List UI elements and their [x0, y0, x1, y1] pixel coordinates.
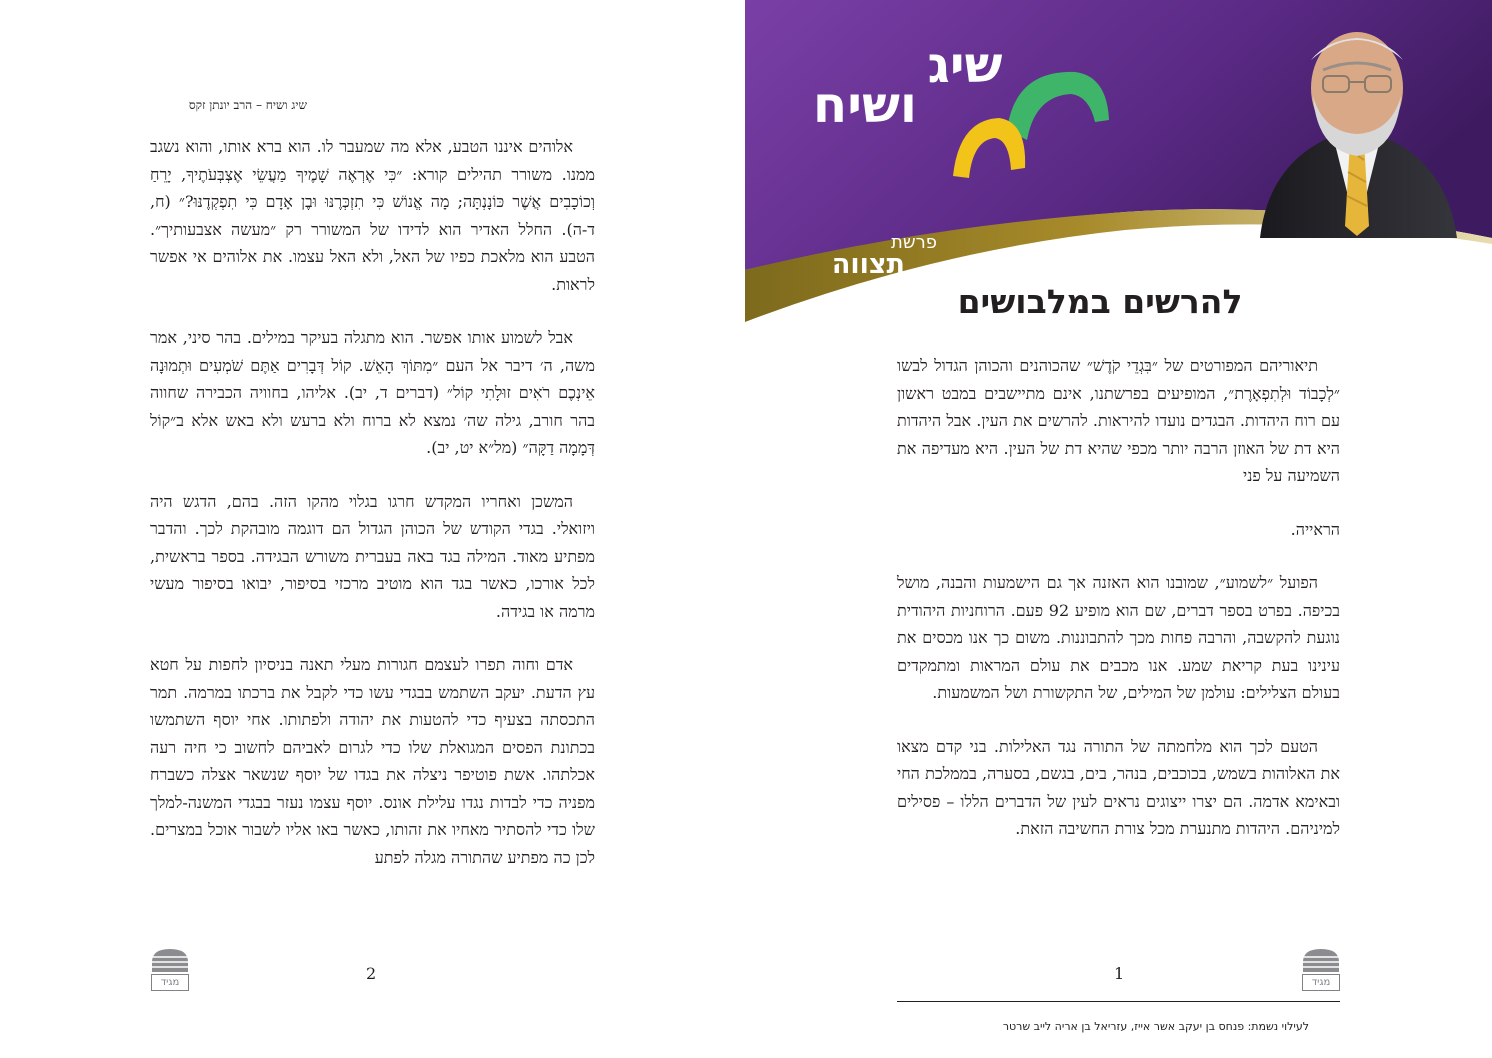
publisher-logo: [151, 948, 189, 990]
publisher-logo: [1302, 948, 1340, 990]
article-title: להרשים במלבושים: [957, 282, 1243, 321]
page-number: 1: [1114, 964, 1125, 983]
running-head: שיג ושיח – הרב יונתן זקס: [188, 98, 307, 112]
left-page: [0, 0, 745, 1058]
series-title-top: שיג: [927, 36, 1003, 94]
series-title-bottom: ושיח: [812, 76, 918, 134]
footer-rule: [897, 1001, 1340, 1002]
paragraph: המשכן ואחריו המקדש חרגו בגלוי מהקו הזה. בהם, הדגש היה ויזואלי. בגדי הקודש של הכוהן הגדול הם דוגמה מובהקת לכך. והדבר מפתיע מאוד. המילה בגד באה בעברית משורש הבגידה. בספר בראשית, לכל אורכו, כאשר בגד הוא מוטיב מרכזי בסיפור, יבואו בסיפור מעשי מרמה או בגידה.: [150, 491, 595, 621]
right-page: [745, 0, 1492, 1058]
paragraph: אלוהים איננו הטבע, אלא מה שמעבר לו. הוא ברא אותו, והוא נשגב ממנו. משורר תהילים קורא: ״כִּי אֶרְאֶה שָׁמֶיךָ מַעֲשֵׂי אֶצְבְּעֹתֶיךָ, יָרֵחַ וְכוֹכָבִים אֲשֶׁר כּוֹנָנְתָּה; מָה אֱנוֹשׁ כִּי תִזְכְּרֶנּוּ וּבֶן אָדָם כִּי תִפְקְדֶנּוּ?״ (ח, ד-ה). החלל האדיר הוא לדידו של המשורר רק ״מעשה אצבעותיך״. הטבע הוא מלאכת כפיו של האל, ולא האל עצמו. את אלוהים אי אפשר לראות.: [150, 137, 595, 294]
paragraph: אדם וחוה תפרו לעצמם חגורות מעלי תאנה בניסיון לחפות על חטא עץ הדעת. יעקב השתמש בבגדי עשו כדי לקבל את ברכתו במרמה. תמר התכסתה בצעיף כדי להטעות את יהודה ולפתותו. אחי יוסף השתמשו בכתונת הפסים המגואלת שלו כדי לגרום לאביהם לחשוב כי חיה רעה אכלתהו. אשת פוטיפר ניצלה את בגדו של יוסף שנשאר אצלה כשברח מפניה כדי לבדות נגדו עלילת אונס. יוסף עצמו נעזר בבגדי המשנה-למלך שלו כדי להסתיר מאחיו את זהותו, כאשר באו אליו לשבור אוכל במצרים. לכן כה מפתיע שהתורה מגלה לפתע: [150, 655, 595, 867]
parasha-label: פרשת: [891, 232, 937, 253]
dome-icon: [151, 948, 189, 972]
dedication: לעילוי נשמת: פנחס בן יעקב אשר אייז, עזריאל בן אריה לייב שרטר: [1002, 1020, 1309, 1033]
paragraph: הטעם לכך הוא מלחמתה של התורה נגד האלילות. בני קדם מצאו את האלוהות בשמש, בכוכבים, בנהר, בים, בגשם, בסערה, בממלכת החי ובאימא אדמה. הם יצרו ייצוגים נראים לעין של הדברים הללו – פסילים למיניהם. היהדות מתנערת מכל צורת החשיבה הזאת.: [897, 736, 1340, 838]
paragraph: תיאוריהם המפורטים של ״בִּגְדֵי קֹדֶשׁ״ שהכוהנים והכוהן הגדול לבשו ״לְכָבוֹד וּלְתִפְאָרֶת״, המופיעים בפרשתנו, אינם מתיישבים במבט ראשון עם רוח היהדות. הבגדים נועדו להיראות. להרשים את העין. אבל היהדות היא דת של האוזן הרבה יותר מכפי שהיא דת של העין. היא מעדיפה את השמיעה על פני: [897, 356, 1340, 485]
paragraph: הראייה.: [1290, 519, 1340, 539]
right-body-text: [897, 352, 1340, 843]
publisher-logo-text: מגיד: [1302, 974, 1340, 991]
paragraph: הפועל ״לשמוע״, שמובנו הוא האזנה אך גם הישמעות והבנה, מושל בכיפה. בפרט בספר דברים, שם הוא מופיע 92 פעם. הרוחניות היהודית נוגעת להקשבה, והרבה פחות מכך להתבוננות. משום כך אנו מכסים את עינינו בעת קריאת שמע. אנו מכבים את עולם המראות ומתמקדים בעולם הצלילים: עולמן של המילים, של התקשורת ושל המשמעות.: [897, 573, 1341, 702]
left-body-text: [150, 133, 595, 871]
parasha-name: תצווה: [831, 249, 905, 280]
page-number: 2: [366, 964, 377, 983]
paragraph: אבל לשמוע אותו אפשר. הוא מתגלה בעיקר במילים. בהר סיני, אמר משה, ה׳ דיבר אל העם ״מִתּוֹךְ הָאֵשׁ. קוֹל דְּבָרִים אַתֶּם שֹׁמְעִים וּתְמוּנָה אֵינְכֶם רֹאִים זוּלָתִי קוֹל״ (דברים ד, יב). אליהו, בחוויה הכבירה שחווה בהר חורב, גילה שה׳ נמצא לא ברוח ולא ברעש ולא באש אלא ב״קוֹל דְּמָמָה דַקָּה״ (מל״א יט, יב).: [150, 328, 595, 457]
dome-icon: [1302, 948, 1340, 972]
publisher-logo-text: מגיד: [151, 974, 189, 991]
